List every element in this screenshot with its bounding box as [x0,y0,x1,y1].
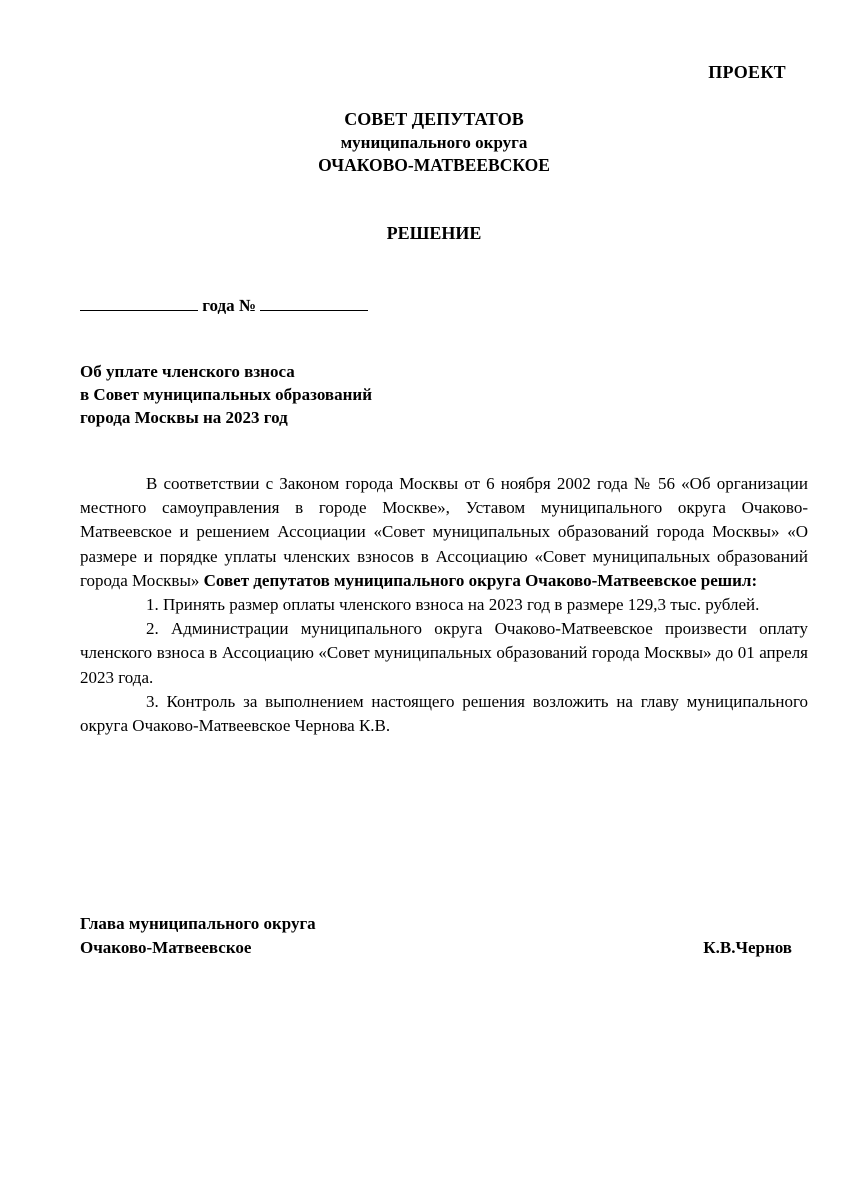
subject-line: в Совет муниципальных образований [80,385,372,404]
decision-body [80,472,808,738]
year-number-label: года № [202,296,256,315]
subject-line: города Москвы на 2023 год [80,408,288,427]
signature-block [80,912,792,960]
subject-line: Об уплате членского взноса [80,362,295,381]
decision-item: 1. Принять размер оплаты членского взноса на 2023 год в размере 129,3 тыс. рублей. [146,595,760,615]
org-name: ОЧАКОВО-МАТВЕЕВСКОЕ [318,155,550,175]
date-blank [80,292,198,311]
preamble-text: В соответствии с Законом города Москвы от 6 ноября 2002 года № 56 «Об организации местного самоуправления в городе Москве», Уставом муниципального округа Очаково-Матвеевское и решением Ассоциации «Совет муниципальных образований города Москвы» «О размере и порядке уплаты членских взносов в Ассоциацию «Совет муниципальных образований города Москвы» [80,474,808,590]
date-number-line [80,292,368,316]
project-mark: ПРОЕКТ [708,62,786,82]
decision-item: 2. Администрации муниципального округа Очаково-Матвеевское произвести оплату членского взноса в Ассоциацию «Совет муниципальных образований города Москвы» до 01 апреля 2023 года. [80,619,808,687]
signatory-name: К.В.Чернов [703,938,792,957]
decision-title: РЕШЕНИЕ [386,223,482,243]
signature-position-line: Очаково-Матвеевское [80,938,252,957]
preamble-resolution: Совет депутатов муниципального округа Очаково-Матвеевское решил: [203,570,758,590]
decision-subject [80,360,500,429]
signature-position-line: Глава муниципального округа [80,914,316,933]
number-blank [260,292,368,311]
document-header [0,108,848,177]
org-subtitle: муниципального округа [340,133,528,152]
signature-row [80,936,792,960]
decision-item: 3. Контроль за выполнением настоящего решения возложить на главу муниципального округа Очаково-Матвеевское Чернова К.В. [80,691,808,736]
preamble-paragraph [80,472,808,593]
org-title: СОВЕТ ДЕПУТАТОВ [344,109,524,129]
